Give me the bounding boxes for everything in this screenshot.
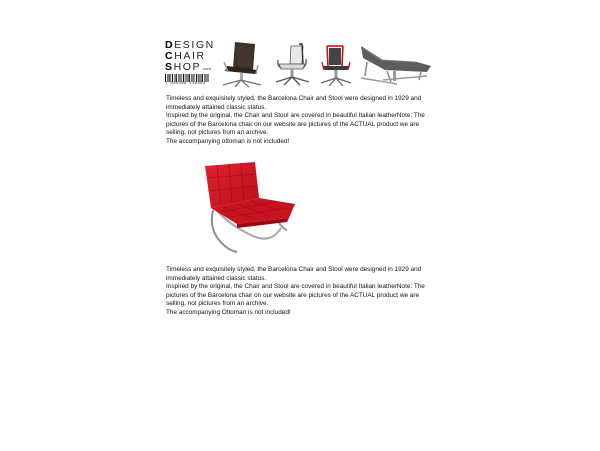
red-barcelona-chair-image (197, 158, 301, 254)
store-logo[interactable] (165, 40, 215, 90)
description-paragraph: Inspired by the original, the Chair and Stool are covered in beautiful Italian leatherNote: The pictures of the Barcelona chair on our website are pictures of the ACTUAL product we are selling, not pictures from an archive. (166, 112, 425, 137)
logo-line-design: DESIGN (165, 39, 215, 51)
description-paragraph: Timeless and exquisitely styled, the Barcelona Chair and Stool were designed in 1929 and immediately attained classic status. (166, 266, 422, 282)
logo-line-shop: SHOP.com (165, 61, 211, 73)
barcode-number: 7 004409 116464 (165, 82, 206, 86)
description-paragraph: Timeless and exquisitely styled, the Barcelona Chair and Stool were designed in 1929 and immediately attained classic status. (166, 95, 422, 111)
barcode-icon (165, 74, 209, 82)
description-bottom (166, 266, 438, 318)
lounge-chair-icon[interactable] (357, 40, 435, 88)
logo-line-chair: CHAIR (165, 50, 206, 62)
description-note: The accompanying ottoman is not included! (166, 137, 290, 145)
header-banner (165, 40, 435, 90)
office-chair-tall-icon[interactable] (217, 40, 269, 88)
description-top (166, 95, 438, 147)
office-chair-red-icon[interactable] (315, 40, 357, 88)
description-note: The accompanying Ottoman is not included! (166, 308, 291, 316)
description-paragraph: Inspired by the original, the Chair and Stool are covered in beautiful Italian leatherNote: The pictures of the Barcelona chair on our website are pictures of the ACTUAL product we are selling, not pictures from an archive. (166, 283, 425, 308)
office-chair-low-icon[interactable] (269, 40, 315, 88)
